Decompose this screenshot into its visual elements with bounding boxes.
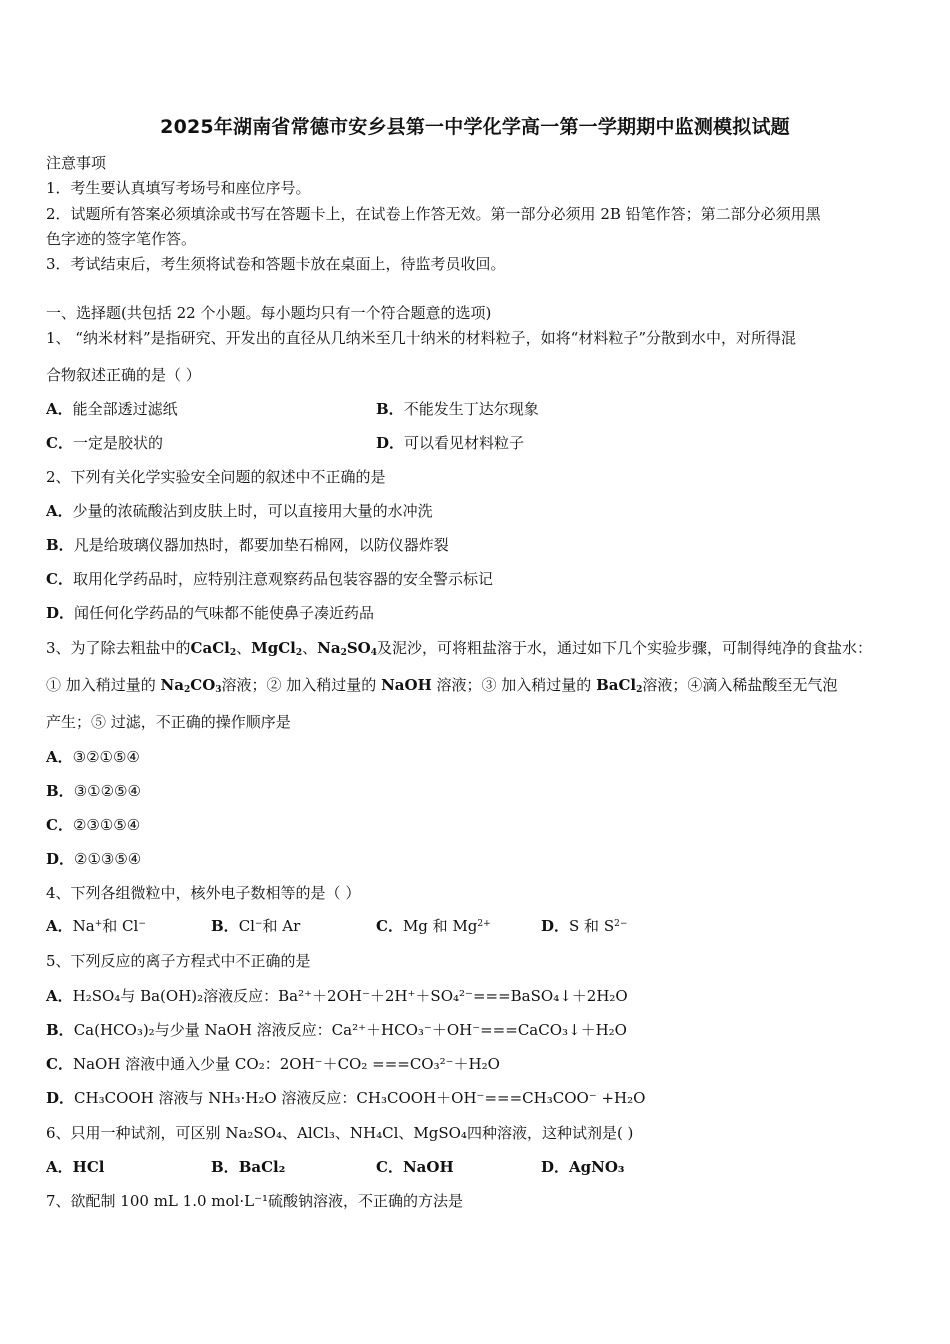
q1-option-a: A．能全部透过滤纸 [46,400,178,418]
q5-stem: 5、下列反应的离子方程式中不正确的是 [46,952,311,970]
page-title: 2025年湖南省常德市安乡县第一中学化学高一第一学期期中监测模拟试题 [160,116,790,138]
q3-stem-line1: 3、为了除去粗盐中的CaCl$_2$、MgCl$_2$、$Na_2SO_4$及泥沙，可将粗盐溶于水，通过如下几个实验步骤，可制得纯净的食盐水： [46,639,873,658]
section-heading: 一、选择题(共包括 22 个小题。每小题均只有一个符合题意的选项) [46,304,492,322]
q4-option-a: A．Na+和 Cl− [46,917,146,935]
notice-item: 2．试题所有答案必须填涂或书写在答题卡上，在试卷上作答无效。第一部分必须用 2B 铅笔作答；第二部分必须用黑 [46,205,821,223]
q3-option-a: A．③②①⑤④ [46,748,140,766]
q2-option-c: C．取用化学药品时，应特别注意观察药品包装容器的安全警示标记 [46,570,493,588]
q2-option-a: A．少量的浓硫酸沾到皮肤上时，可以直接用大量的水冲洗 [46,502,433,520]
q2-option-b: B．凡是给玻璃仪器加热时，都要加垫石棉网，以防仪器炸裂 [46,536,449,554]
q6-option-a: A．HCl [46,1158,105,1176]
q6-option-c: C．NaOH [376,1158,454,1176]
q5-option-c: C．NaOH 溶液中通入少量 CO₂：2OH⁻＋CO₂ ===CO₃²⁻＋H₂O [46,1055,500,1073]
q5-option-b: B．Ca(HCO₃)₂与少量 NaOH 溶液反应：Ca²⁺＋HCO₃⁻＋OH⁻===CaCO₃↓＋H₂O [46,1021,627,1039]
q6-option-b: B．BaCl₂ [211,1158,286,1176]
q1-option-b: B．不能发生丁达尔现象 [376,400,539,418]
q4-option-c: C．Mg 和 $Mg^{2+}$ [376,917,491,935]
q3-option-b: B．③①②⑤④ [46,782,141,800]
q3-option-c: C．②③①⑤④ [46,816,141,834]
q4-option-d: D．S 和 $S^{2-}$ [541,917,628,935]
q1-option-d: D．可以看见材料粒子 [376,434,525,452]
notice-item: 1．考生要认真填写考场号和座位序号。 [46,179,311,197]
q7-stem: 7、欲配制 100 mL 1.0 mol·L⁻¹硫酸钠溶液，不正确的方法是 [46,1192,463,1210]
q6-stem: 6、只用一种试剂，可区别 Na₂SO₄、AlCl₃、NH₄Cl、MgSO₄四种溶液，这种试剂是( ) [46,1124,634,1142]
q2-stem: 2、下列有关化学实验安全问题的叙述中不正确的是 [46,468,386,486]
q2-option-d: D．闻任何化学药品的气味都不能使鼻子凑近药品 [46,604,375,622]
q4-option-b: B．Cl−和 Ar [211,917,301,935]
notice-item: 3．考试结束后，考生须将试卷和答题卡放在桌面上，待监考员收回。 [46,255,506,273]
notice-item: 色字迹的签字笔作答。 [46,230,197,248]
q1-option-c: C．一定是胶状的 [46,434,163,452]
q4-stem: 4、下列各组微粒中，核外电子数相等的是（ ） [46,884,361,902]
q3-stem-line3: 产生；⑤ 过滤，不正确的操作顺序是 [46,713,291,731]
q3-option-d: D．②①③⑤④ [46,850,142,868]
notice-heading: 注意事项 [46,154,107,172]
q5-option-d: D．CH₃COOH 溶液与 NH₃·H₂O 溶液反应：CH₃COOH＋OH⁻===CH₃COO⁻ +H₂O [46,1089,646,1107]
q6-option-d: D．AgNO₃ [541,1158,625,1176]
q3-stem-line2: ① 加入稍过量的 $Na_2CO_3$溶液；② 加入稍过量的 NaOH 溶液；③ 加入稍过量的 BaCl$_2$溶液；④滴入稀盐酸至无气泡 [46,676,838,695]
q1-stem-line1: 1、 “纳米材料”是指研究、开发出的直径从几纳米至几十纳米的材料粒子，如将“材料粒子”分散到水中，对所得混 [46,329,796,347]
q1-stem-line2: 合物叙述正确的是（ ） [46,366,201,384]
q5-option-a: A．H₂SO₄与 Ba(OH)₂溶液反应：Ba²⁺＋2OH⁻＋2H⁺＋SO₄²⁻===BaSO₄↓＋2H₂O [46,987,628,1005]
